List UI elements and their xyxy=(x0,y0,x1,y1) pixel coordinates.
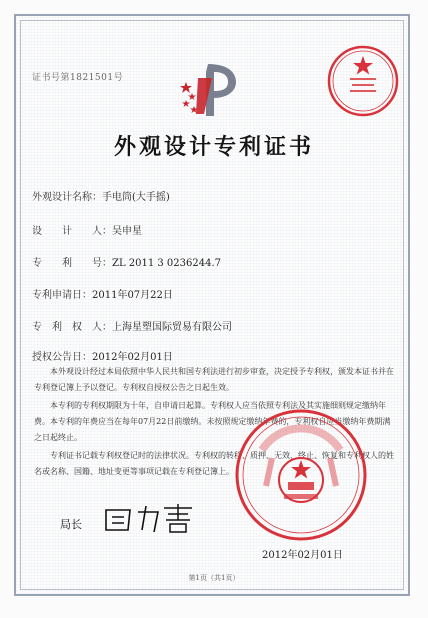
field-design-name xyxy=(32,188,170,203)
field-label: 授权公告日： xyxy=(32,352,92,363)
field-value: 2011年07月22日 xyxy=(92,290,173,301)
field-label: 外观设计名称： xyxy=(32,192,102,203)
field-designer xyxy=(32,222,142,237)
field-grant-date xyxy=(32,348,173,363)
field-patentee xyxy=(32,318,232,333)
seal-date: 2012年02月01日 xyxy=(262,550,343,561)
patent-office-logo xyxy=(178,60,246,120)
body-paragraph: 专利证书记载专利权登记时的法律状况。专利权的转移、质押、无效、终止、恢复和专利权人的姓名或名称、国籍、地址变更等事项记载在专利登记簿上。 xyxy=(34,451,394,476)
field-label: 专 利 权 人： xyxy=(32,322,112,333)
body-paragraph: 本外观设计经过本局依照中华人民共和国专利法进行初步审查，决定授予专利权，颁发本证书并在专利登记簿上予以登记。专利权自授权公告之日起生效。 xyxy=(34,367,394,392)
field-value: 吴申星 xyxy=(112,226,142,237)
field-patent-number xyxy=(32,254,221,269)
field-value: 上海星塑国际贸易有限公司 xyxy=(112,322,232,333)
field-application-date xyxy=(32,286,173,301)
body-paragraph: 本专利的专利权期限为十年，自申请日起算。专利权人应当依照专利法及其实施细则规定缴纳年费。本专利的年费应当在每年07月22日前缴纳。未按照规定缴纳年费的，专利权自应当缴纳年费期满之日起终止。 xyxy=(34,401,391,442)
field-value: 手电筒(大手摇) xyxy=(102,192,170,203)
agency-seal-small xyxy=(326,44,400,118)
field-value: 2012年02月01日 xyxy=(92,352,173,363)
field-label: 专利申请日： xyxy=(32,290,92,301)
certificate-number: 证书号第1821501号 xyxy=(32,73,124,83)
director-signature xyxy=(100,500,200,536)
certificate-title: 外观设计专利证书 xyxy=(113,134,314,160)
director-label: 局长 xyxy=(60,518,82,531)
page-footer: 第1页（共1页） xyxy=(188,574,240,582)
field-value: ZL 2011 3 0236244.7 xyxy=(112,258,222,269)
field-label: 专 利 号： xyxy=(32,258,112,269)
official-seal-large xyxy=(232,406,370,544)
field-label: 设 计 人： xyxy=(32,226,112,237)
